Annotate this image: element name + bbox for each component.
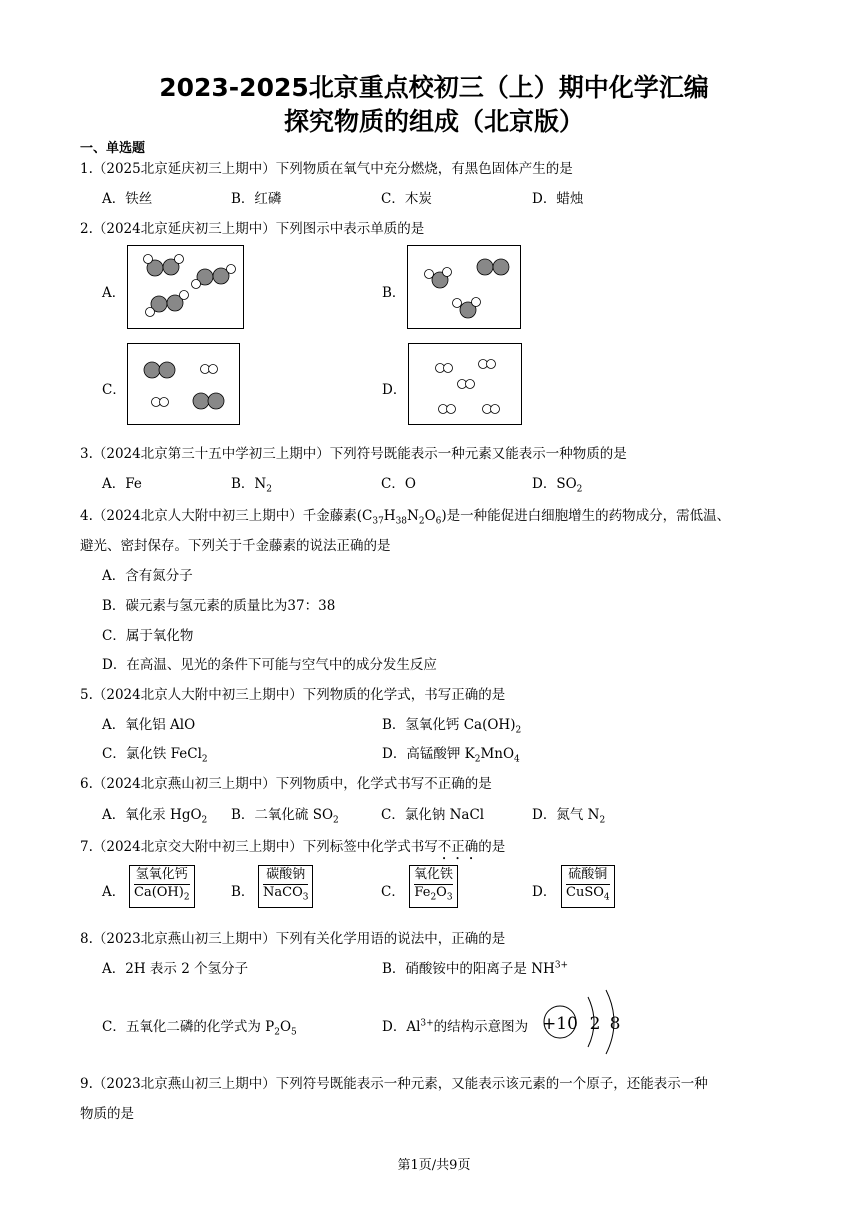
atomic-structure-diagram xyxy=(540,987,630,1057)
question-9-stem-line2: 物质的是 xyxy=(80,1106,134,1122)
q6-option-c: C．氯化钠 NaCl xyxy=(381,807,485,823)
question-6-stem: 6.（2024北京燕山初三上期中）下列物质中，化学式书写不正确的是 xyxy=(80,776,492,792)
q1-option-d: D．蜡烛 xyxy=(532,191,584,207)
q7-label-d: 硫酸铜 CuSO$_4$ xyxy=(561,865,615,908)
page-subtitle: 探究物质的组成（北京版） xyxy=(283,107,584,136)
q8-option-c: C．五氧化二磷的化学式为 $P_2O_5$ xyxy=(102,1019,297,1038)
q2-molecule-diagram-a xyxy=(127,245,244,329)
q5-option-d: D．高锰酸钾 $K_2MnO_4$ xyxy=(382,746,520,765)
q8-option-a: A．2H 表示 2 个氢分子 xyxy=(102,961,249,977)
question-1-stem: 1.（2025北京延庆初三上期中）下列物质在氧气中充分燃烧，有黑色固体产生的是 xyxy=(80,161,573,177)
question-2-stem: 2.（2024北京延庆初三上期中）下列图示中表示单质的是 xyxy=(80,221,425,237)
q6-option-b: B．二氧化硫 $SO_2$ xyxy=(231,807,339,826)
q2-molecule-diagram-d xyxy=(408,343,522,425)
shell-1-electrons: 2 xyxy=(589,1014,601,1034)
q4-option-d: D．在高温、见光的条件下可能与空气中的成分发生反应 xyxy=(102,657,437,673)
q7-option-b: B． xyxy=(231,884,255,900)
question-7-stem: 7.（2024北京交大附中初三上期中）下列标签中化学式书写不正确的是 xyxy=(80,839,506,855)
q3-option-d: D．$SO_2$ xyxy=(532,476,583,495)
q3-option-b: B．$N_2$ xyxy=(231,476,272,495)
q5-option-b: B．氢氧化钙 $Ca(OH)_2$ xyxy=(382,717,522,736)
q3-option-a: A．Fe xyxy=(102,476,142,492)
q7-option-c: C． xyxy=(381,884,405,900)
q1-option-a: A．铁丝 xyxy=(102,191,153,207)
q2-option-b: B． xyxy=(382,285,406,301)
q2-molecule-diagram-b xyxy=(407,245,521,329)
q7-label-a: 氢氧化钙 $Ca(OH)_2$ xyxy=(129,865,195,908)
page-title: 2023-2025北京重点校初三（上）期中化学汇编 xyxy=(159,73,709,102)
question-5-stem: 5.（2024北京人大附中初三上期中）下列物质的化学式，书写正确的是 xyxy=(80,687,506,703)
q1-option-c: C．木炭 xyxy=(381,191,432,207)
question-9-stem: 9.（2023北京燕山初三上期中）下列符号既能表示一种元素，又能表示该元素的一个原子，还能表示一种 xyxy=(80,1076,708,1092)
q2-option-a: A． xyxy=(102,285,126,301)
page-footer: 第1页/共9页 xyxy=(397,1158,471,1173)
nucleus-charge: +10 xyxy=(542,1014,578,1034)
q7-option-d: D． xyxy=(532,884,557,900)
q5-option-a: A．氧化铝 AlO xyxy=(102,717,196,733)
q5-option-c: C．氯化铁 FeCl$_2$ xyxy=(102,746,208,765)
q2-molecule-diagram-c xyxy=(127,343,240,425)
q4-option-a: A．含有氮分子 xyxy=(102,568,193,584)
question-4-stem-line2: 避光、密封保存。下列关于千金藤素的说法正确的是 xyxy=(80,538,391,554)
q8-option-b: B．硝酸铵中的阳离子是 $NH^{3+}$ xyxy=(382,960,569,977)
q2-option-c: C． xyxy=(102,382,126,398)
question-3-stem: 3.（2024北京第三十五中学初三上期中）下列符号既能表示一种元素又能表示一种物质的是 xyxy=(80,446,627,462)
question-4-stem: 4.（2024北京人大附中初三上期中）千金藤素$(C_{37}H_{38}N_2O_6)$是一种能促进白细胞增生的药物成分，需低温、 xyxy=(80,508,731,527)
q7-label-c: 氧化铁 $Fe_2O_3$ xyxy=(409,865,458,908)
q6-option-d: D．氮气 $N_2$ xyxy=(532,807,606,826)
section-heading: 一、单选题 xyxy=(80,141,146,156)
q7-option-a: A． xyxy=(102,884,126,900)
question-8-stem: 8.（2023北京燕山初三上期中）下列有关化学用语的说法中，正确的是 xyxy=(80,931,506,947)
q4-option-c: C．属于氧化物 xyxy=(102,628,194,644)
q4-option-b: B．碳元素与氢元素的质量比为37：38 xyxy=(102,598,336,614)
shell-2-electrons: 8 xyxy=(609,1014,621,1034)
q6-option-a: A．氧化汞 HgO$_2$ xyxy=(102,807,208,826)
q1-option-b: B．红磷 xyxy=(231,191,282,207)
q2-option-d: D． xyxy=(382,382,407,398)
q8-option-d: D．$Al^{3+}$的结构示意图为 xyxy=(382,1018,529,1035)
q7-label-b: 碳酸钠 NaCO$_3$ xyxy=(258,865,313,908)
q3-option-c: C．O xyxy=(381,476,416,492)
